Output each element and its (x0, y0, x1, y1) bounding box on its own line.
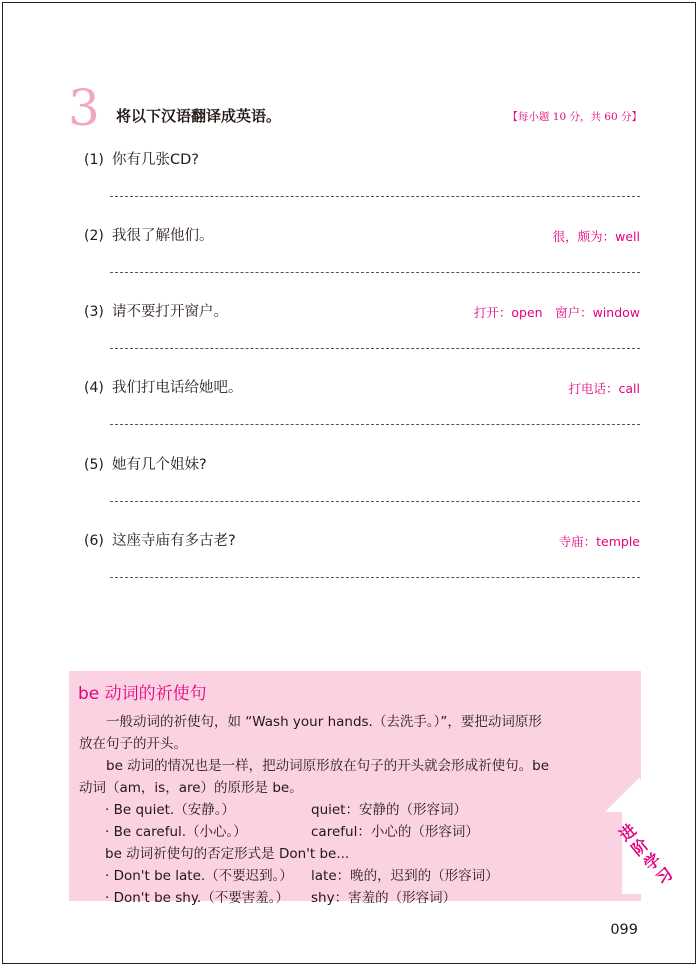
question-number: (3) (84, 304, 104, 320)
grammar-box (69, 671, 677, 906)
grammar-paragraph: be 动词的情况也是一样，把动词原形放在句子的开头就会形成祈使句。be (106, 758, 550, 774)
question-text: 她有几个姐妹? (112, 457, 207, 473)
question-hint: 寺庙：temple (558, 534, 640, 549)
question-number: (4) (84, 380, 104, 396)
question-number: (2) (84, 228, 104, 244)
example-sentence: · Be careful.（小心。） (105, 824, 247, 840)
grammar-paragraph: 动词（am，is，are）的原形是 be。 (79, 780, 303, 796)
question-item (84, 531, 640, 601)
question-item (84, 302, 640, 372)
grammar-body (79, 711, 589, 909)
question-item (84, 150, 640, 220)
grammar-paragraph: 放在句子的开头。 (79, 736, 187, 752)
answer-line[interactable] (110, 424, 640, 425)
question-hint: 打电话：call (568, 381, 640, 396)
example-note: careful：小心的（形容词） (311, 824, 479, 840)
example-row (79, 799, 589, 821)
example-row (79, 865, 589, 887)
answer-line[interactable] (110, 272, 640, 273)
question-item (84, 455, 640, 525)
answer-line[interactable] (110, 501, 640, 502)
section-title: 将以下汉语翻译成英语。 (116, 107, 282, 125)
answer-line[interactable] (110, 196, 640, 197)
example-sentence: · Don't be late.（不要迟到。） (105, 868, 293, 884)
example-note: shy：害羞的（形容词） (311, 890, 457, 906)
question-text: 我们打电话给她吧。 (112, 380, 243, 396)
example-row (79, 887, 589, 909)
grammar-title: be 动词的祈使句 (78, 684, 207, 704)
grammar-paragraph: 一般动词的祈使句，如 “Wash your hands.（去洗手。）”，要把动词原形 (106, 714, 542, 730)
answer-line[interactable] (110, 348, 640, 349)
question-text: 你有几张CD? (112, 152, 199, 168)
badge-char: 学 (639, 849, 665, 875)
example-note: late：晚的，迟到的（形容词） (311, 868, 499, 884)
badge-char: 阶 (627, 834, 653, 860)
negative-intro: be 动词祈使句的否定形式是 Don't be... (105, 846, 350, 862)
badge-char: 进 (615, 820, 640, 846)
question-item (84, 226, 640, 296)
example-note: quiet：安静的（形容词） (311, 802, 467, 818)
question-text: 这座寺庙有多古老? (112, 533, 236, 549)
badge-char: 习 (652, 863, 677, 889)
question-number: (1) (84, 152, 104, 168)
example-sentence: · Be quiet.（安静。） (105, 802, 235, 818)
question-text: 请不要打开窗户。 (112, 304, 228, 320)
example-row (79, 821, 589, 843)
advanced-study-badge (604, 776, 677, 896)
question-hint: 很，颇为：well (552, 229, 640, 244)
answer-line[interactable] (110, 577, 640, 578)
page-number: 099 (610, 922, 638, 938)
section-number: 3 (68, 79, 100, 137)
question-number: (6) (84, 533, 104, 549)
question-item (84, 378, 640, 448)
question-hint: 打开：open 窗户：window (473, 305, 640, 320)
example-sentence: · Don't be shy.（不要害羞。） (105, 890, 289, 906)
question-number: (5) (84, 457, 104, 473)
score-note: 【每小题 10 分，共 60 分】 (507, 111, 642, 123)
question-text: 我很了解他们。 (112, 228, 214, 244)
